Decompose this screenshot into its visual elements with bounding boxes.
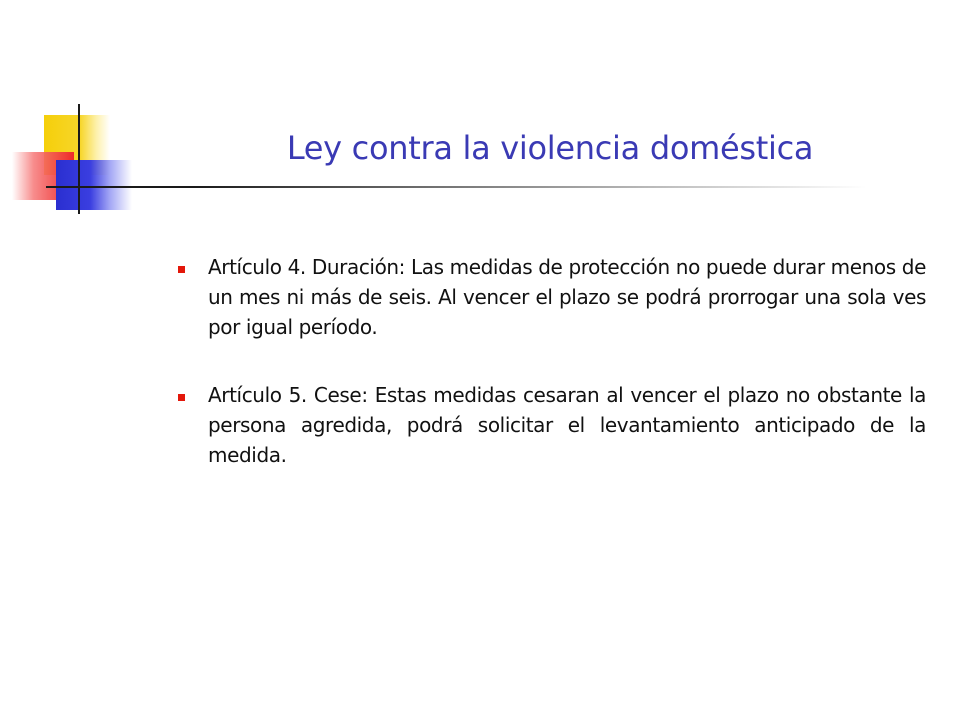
bullet-list xyxy=(176,252,926,508)
list-item xyxy=(176,380,926,470)
slide-title: Ley contra la violencia doméstica xyxy=(286,129,814,167)
decorative-vertical-line xyxy=(78,104,80,214)
square-bullet-icon xyxy=(178,394,185,401)
list-item xyxy=(176,252,926,342)
square-bullet-icon xyxy=(178,266,185,273)
title-underline xyxy=(46,186,866,188)
decorative-blue-square xyxy=(56,160,132,210)
bullet-text: Artículo 4. Duración: Las medidas de protección no puede durar menos de un mes ni más de seis. Al vencer el plazo se podrá prorrogar una sola ves por igual período. xyxy=(208,255,926,339)
bullet-text: Artículo 5. Cese: Estas medidas cesaran al vencer el plazo no obstante la persona agredida, podrá solicitar el levantamiento anticipado de la medida. xyxy=(208,383,926,467)
